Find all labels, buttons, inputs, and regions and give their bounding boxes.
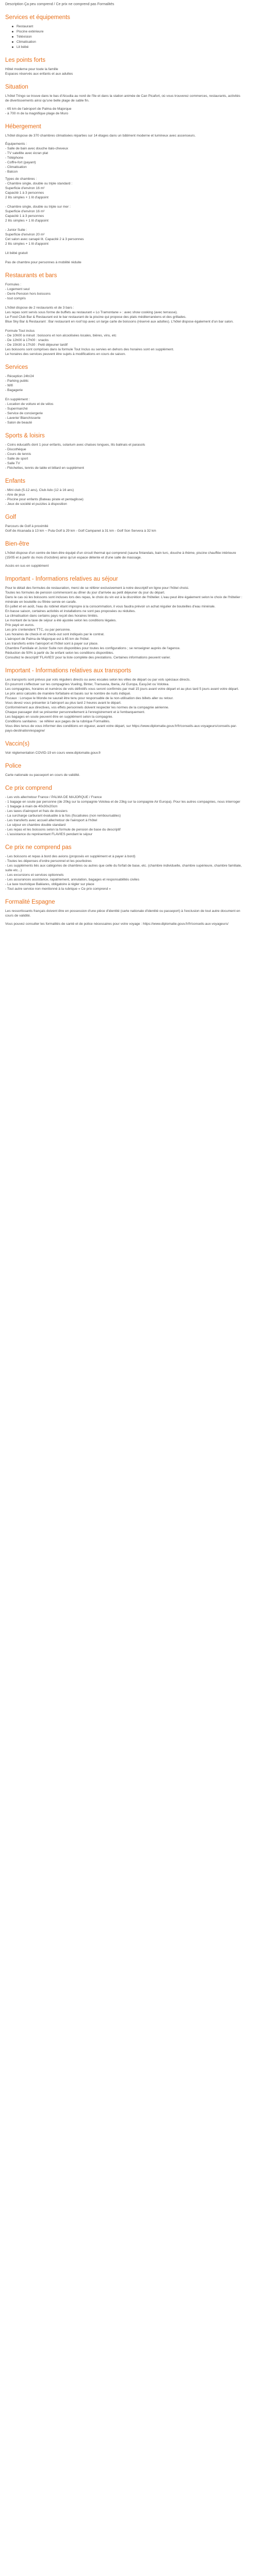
- golf-list: [5, 524, 243, 533]
- text-line: - De 15h30 à 17h30 : Petit déjeuner tardif: [5, 343, 68, 347]
- list-item: Lit bébé: [17, 45, 243, 49]
- ne-comprend-heading: Ce prix ne comprend pas: [5, 844, 72, 851]
- text-line: Blue Sky Bar & Restaurant : Bar restaurant en roof top avec un large carte de boissons (réservé aux adultes). L'hôtel dispose également d'un bar salon.: [5, 320, 234, 324]
- text-line: Pour le détail des formules de restauration, merci de se référer exclusivement à notre descriptif en ligne pour l'hôtel choisi.: [5, 586, 189, 590]
- equipements-head: Équipements :: [5, 142, 27, 146]
- intro-text: Description Ça peu comprend / Ce prix ne comprend pas Formalités: [5, 3, 115, 6]
- text-line: - 1 bagage en soute par personne (de 20kg sur la compagnie Volotea et de 23kg sur la compagnie Air Europa). Pour les autres compagnies, nous interroger: [5, 800, 240, 804]
- text-line: Les bagages en soute peuvent être en supplément selon la compagnie.: [5, 715, 113, 719]
- important-transports-heading: Important - Informations relatives aux transports: [5, 668, 132, 674]
- ne-comprend-list: [5, 854, 243, 891]
- text-line: - 1 bagage à main de 40x30x20cm: [5, 805, 58, 808]
- text-line: - Wifi: [5, 384, 13, 387]
- vaccins-heading: Vaccin(s): [5, 741, 30, 747]
- text-line: - TV satellite avec écran plat: [5, 151, 49, 155]
- list-item: Piscine extérieure: [17, 29, 243, 34]
- text-line: Chaque passager doit se présenter personnellement à l'enregistrement et à l'embarquement.: [5, 710, 146, 714]
- text-line: Les horaires de check-in et check-out sont indiqués par le contrat.: [5, 633, 105, 636]
- text-line: En pourront s'effectuer sur les compagnies Vueling, Binter, Transavia, Iberia, Air Europa, EasyJet ou Volotea.: [5, 683, 169, 686]
- text-line: Formules :: [5, 283, 22, 286]
- text-line: - Le séjour en chambre double standard: [5, 823, 66, 827]
- text-line: Superficie d'environ 16 m²: [5, 187, 45, 190]
- text-line: Accès en sus en supplément: [5, 564, 49, 568]
- important-transports-list: [5, 677, 243, 733]
- text-line: Chambre Familiale et Junior Suite non disponibles pour toutes les configurations ; se renseigner auprès de l'agence.: [5, 647, 181, 650]
- text-line: - Bagagerie: [5, 388, 23, 392]
- text-line: [5, 256, 243, 260]
- text-line: - Junior Suite :: [5, 228, 27, 232]
- text-line: Prix payé en euros.: [5, 623, 35, 627]
- situation-text: L'hôtel Tringo se trouve dans le bas d'Alcudia au nord de l'île et dans la station animée de Can Picafort, où vous trouverez commerces, restaurants, activités de divertissements ainsi qu'une belle plage de sable fin.: [5, 94, 240, 103]
- text-line: Carte nationale ou passeport en cours de validité.: [5, 773, 80, 777]
- text-line: Pas de chambre pour personnes à mobilité réduite: [5, 261, 82, 264]
- text-line: [5, 200, 243, 205]
- situation-heading: Situation: [5, 84, 28, 90]
- text-line: Les boissons sont comprises dans la formule Tout Inclus ou servies en dehors des horaires sont en supplément.: [5, 348, 174, 351]
- formalite-text: Les ressortissants français doivent être en possession d'une pièce d'identité (carte nationale d'identité ou passeport) à l'exclusion de tout autre document en cours de validité.: [5, 909, 240, 918]
- text-line: - Coffre-fort (payant): [5, 161, 36, 164]
- text-line: - Les boissons et repas à bord des avions (proposés en supplément et à payer à bord): [5, 855, 136, 858]
- text-line: Conditions sanitaires : se référer aux pages de la rubrique Formalités.: [5, 720, 110, 723]
- text-line: - Laverie/ Blanchisserie: [5, 416, 41, 420]
- text-line: Réduction de 50% à partir du 3e enfant selon les conditions disponibles.: [5, 651, 114, 655]
- text-line: - Parking public: [5, 379, 29, 383]
- text-line: Parcours de Golf à proximité: [5, 524, 49, 528]
- text-line: - Salle de bain avec douche italo-cheveux: [5, 147, 69, 150]
- text-line: - Demi-Pension hors boissons: [5, 292, 51, 296]
- text-line: - Location de voiture et de vélos: [5, 402, 54, 406]
- text-line: [5, 393, 243, 397]
- text-line: - Toutes les dépenses d'ordre personnel et les pourboires: [5, 859, 92, 863]
- text-line: - tout compris: [5, 297, 26, 300]
- text-line: [5, 223, 243, 228]
- text-line: - Les excursions et services optionnels: [5, 873, 64, 877]
- text-line: Les compagnies, horaires et numéros de vols définitifs vous seront confirmés par mail 15 jours avant votre départ et au plus tard 5 jours avant votre départ.: [5, 687, 239, 691]
- text-line: Capacité 1 à 3 personnes: [5, 191, 44, 195]
- list-item: Télévision: [17, 35, 243, 39]
- text-line: - Les transferts avec accueil aller/retour de l'aéroport à l'hôtel: [5, 819, 98, 822]
- hebergement-heading: Hébergement: [5, 124, 41, 130]
- text-line: L'aéroport de Palma de Majorque est à 65 km de l'hôtel.: [5, 637, 90, 641]
- text-line: - Salon de beauté: [5, 421, 33, 425]
- text-line: - La taxe touristique Baléares, obligatoire à régler sur place: [5, 883, 94, 886]
- text-line: Les transferts entre l'aéroport et l'hôtel sont à payer sur place.: [5, 642, 99, 646]
- text-line: La climatisation dans certains pays reçoit des horaires limités.: [5, 614, 99, 618]
- services-list: [5, 24, 243, 49]
- list-item: Climatisation: [17, 40, 243, 44]
- services-b-list: [5, 374, 243, 425]
- text-line: - Discothèque: [5, 448, 26, 451]
- comprend-heading: Ce prix comprend: [5, 785, 52, 791]
- text-line: Consultez le descriptif 'FLAVIES' pour la liste complète des prestations. Certaines informations peuvent varier.: [5, 656, 171, 659]
- enfants-heading: Enfants: [5, 478, 25, 484]
- text-line: - Piscine pour enfants (Bateau pirate et pentaglisse): [5, 498, 84, 501]
- types-head: Types de chambres :: [5, 177, 37, 181]
- text-line: L'hôtel dispose de 2 restaurants et de 3 bars :: [5, 306, 74, 310]
- text-line: Vous êtes tenus de vous informer des conditions en vigueur, avant votre départ, sur https://www.diplomatie.gouv.fr/fr/conseils-aux-voyageurs/conseils-par-pays-destination/espagne/: [5, 724, 237, 733]
- important-sejour-heading: Important - Informations relatives au séjour: [5, 576, 118, 582]
- text-line: En supplément :: [5, 398, 30, 401]
- types-list: [5, 181, 243, 265]
- text-line: [5, 324, 243, 329]
- services-heading: Services et équipements: [5, 14, 70, 21]
- text-line: 2 lits simples + 1 lit d'appoint: [5, 242, 49, 246]
- text-line: - Téléphone: [5, 156, 24, 160]
- text-line: Dans le cas où les boissons sont incluses lors des repas, le choix du vin est à la discrétion de l'hôtelier. L'eau peut être également selon le choix de l'hôtelier : minérale en bouteille ou filtrée servie en carafe.: [5, 596, 243, 604]
- text-line: - Tout autre service non mentionné à la rubrique « Ce prix comprend »: [5, 887, 111, 891]
- text-line: - Les suppléments liés aux catégories de chambres ou autres que celle du forfait de base, etc. (chambre individuelle, chambre supérieure, chambre familiale, suite etc...): [5, 864, 242, 872]
- text-line: - Les taxes d'aéroport et frais de dossiers: [5, 809, 68, 813]
- text-line: - Fléchettes, tennis de table et billard en supplément: [5, 466, 84, 470]
- text-line: 2 lits simples + 1 lit d'appoint: [5, 196, 49, 199]
- text-line: Lit bébé gratuit: [5, 251, 28, 255]
- equipements-list: [5, 146, 243, 174]
- enfants-list: [5, 488, 243, 506]
- text-line: - Salle TV: [5, 462, 20, 465]
- text-line: Les prix s'entendent TTC, ou par personne.: [5, 628, 71, 632]
- hebergement-intro: L'hôtel dispose de 370 chambres climatisées réparties sur 14 étages dans un bâtiment moderne et lumineux avec ascenseurs.: [5, 134, 196, 138]
- text-line: - Coins éducatifs dont 1 pour enfants, solarium avec chaises longues, lits balinais et parasols: [5, 443, 146, 447]
- important-sejour-list: [5, 586, 243, 660]
- restaurants-heading: Restaurants et bars: [5, 273, 57, 279]
- text-line: - Les assurances assistance, rapatriement, annulation, bagages et responsabilités civiles: [5, 878, 139, 882]
- text-line: Cet salon avec canapé lit. Capacité 2 à 3 personnes: [5, 238, 84, 241]
- text-line: Formule Tout inclus: [5, 329, 35, 333]
- text-line: - Cours de tennis: [5, 452, 31, 456]
- text-line: - La surcharge carburant évaluable à la fois (fiscalisées (non remboursables): [5, 814, 121, 818]
- text-line: - Supermarché: [5, 407, 28, 411]
- text-line: Le prix ainsi calculés de manière forfaitaire et basés sur le nombre de nuits indiqué.: [5, 692, 131, 696]
- text-line: - Aire de jeux: [5, 493, 25, 497]
- text-line: Golf de Alcanada à 13 km ~ Pula Golf à 29 km - Golf Campanet à 31 km - Golf Son Servera à 32 km: [5, 529, 156, 533]
- text-line: - Climatisation: [5, 165, 27, 169]
- police-heading: Police: [5, 763, 22, 769]
- bienetre-text: L'hôtel dispose d'un centre de bien-être équipé d'un circuit thermal qui comprend (sauna finlandais, bain turc, douche à thème, piscine chauffée intérieure (15/05 et à partir du mois d'octobre) ainsi qu'un espace détente et d'une salle de massage.: [5, 551, 236, 560]
- formalite-heading: Formalité Espagne: [5, 899, 55, 905]
- text-line: Les transports sont prévus par vols réguliers directs ou avec escales selon les villes de départ ou par vols spéciaux directs.: [5, 678, 191, 682]
- formalite-text-2: Vous pouvez consulter les formalités de santé et de police nécessaires pour votre voyage : https://www.diplomatie.gouv.fr/fr/conseils-aux-voyageurs/: [5, 922, 229, 926]
- text-line: 2 lits simples + 1 lit d'appoint: [5, 219, 49, 223]
- text-line: Toutes les formules de pension commencent au dîner du jour d'arrivée au petit déjeuner du jour du départ.: [5, 591, 165, 595]
- text-line: Superficie d'environ 16 m²: [5, 210, 45, 213]
- sports-heading: Sports & loisirs: [5, 433, 45, 439]
- sports-list: [5, 443, 243, 470]
- page: [0, 0, 248, 935]
- text-line: Capacité 1 à 3 personnes: [5, 214, 44, 218]
- services-b-heading: Services: [5, 364, 28, 370]
- bienetre-heading: Bien-être: [5, 541, 29, 547]
- text-line: [5, 301, 243, 306]
- text-line: - L'assistance du représentant FLAVIES pendant le séjour: [5, 833, 93, 836]
- text-line: Hôtel moderne pour toute la famille: [5, 67, 58, 71]
- text-line: - Chambre single, double ou triple standard :: [5, 182, 73, 185]
- text-line: Les repas sont servis sous forme de buffets au restaurant « Lo Tramontane » : avec show cooking (avec terrasse).: [5, 311, 178, 314]
- text-line: Le horaires des services peuvent être sujets à modifications en cours de saison.: [5, 352, 126, 356]
- text-line: Superficie d'environ 20 m²: [5, 233, 45, 236]
- restaurants-list: [5, 282, 243, 357]
- text-line: - Les vols aller/retour France / PALMA DE MAJORQUE / France: [5, 795, 102, 799]
- text-line: Fiscaux : Lorsque le Monde ne saurait être tenu pour responsable de la non-utilisation des billets aller ou retour.: [5, 697, 174, 700]
- text-line: En juillet et en août, l'eau du robinet étant impropre à la consommation, il vous faudra prévoir un achat régulier de bouteilles d'eau minérale.: [5, 605, 216, 608]
- text-line: Voir réglementation COVID-19 en cours www.diplomatie.gouv.fr: [5, 751, 101, 755]
- text-line: En basse saison, certaines activités et installations ne sont pas proposées ou réduites.: [5, 609, 136, 613]
- text-line: [5, 246, 243, 251]
- text-line: Espaces réservés aux enfants et aux adultes: [5, 72, 73, 76]
- text-line: - Logement seul: [5, 287, 30, 291]
- text-line: Conformément aux directives, vos effets personnels doivent respecter les normes de la compagnie aérienne.: [5, 706, 169, 709]
- text-line: - Service de conciergerie: [5, 412, 43, 415]
- text-line: - Jeux de société et puzzles à disposition: [5, 502, 67, 506]
- text-line: - à 700 m de la magnifique plage de Muro: [5, 112, 69, 115]
- text-line: Vous devez vous présenter à l'aéroport au plus tard 2 heures avant le départ.: [5, 701, 122, 705]
- text-line: - Salle de sport: [5, 457, 28, 461]
- text-line: - 65 km de l'aéroport de Palma de Majorque: [5, 107, 72, 111]
- text-line: Le montant de la taxe de séjour a été ajustée selon les conditions légales.: [5, 619, 117, 622]
- text-line: - Balcon: [5, 170, 18, 174]
- text-line: - De 12h00 à 17h00 : snacks: [5, 338, 49, 342]
- text-line: - Mini club (5-12 ans), Club Ado (12 à 16 ans): [5, 488, 74, 492]
- text-line: - Réception 24h/24: [5, 375, 34, 378]
- comprend-list: [5, 795, 243, 837]
- text-line: - De 10h00 à minuit : boissons et non alcoolisées locales, bières, vins, etc: [5, 334, 117, 337]
- text-line: Le Food Club Bar & Restaurant est le bar restaurant de la piscine qui propose des plats méditerranéens et des grillades.: [5, 315, 187, 319]
- points-forts-heading: Les points forts: [5, 57, 45, 63]
- golf-heading: Golf: [5, 514, 17, 520]
- text-line: - Les repas et les boissons selon la formule de pension de base du descriptif: [5, 828, 121, 832]
- text-line: - Chambre single, double ou triple sur mer :: [5, 205, 71, 209]
- list-item: Restaurant: [17, 24, 243, 29]
